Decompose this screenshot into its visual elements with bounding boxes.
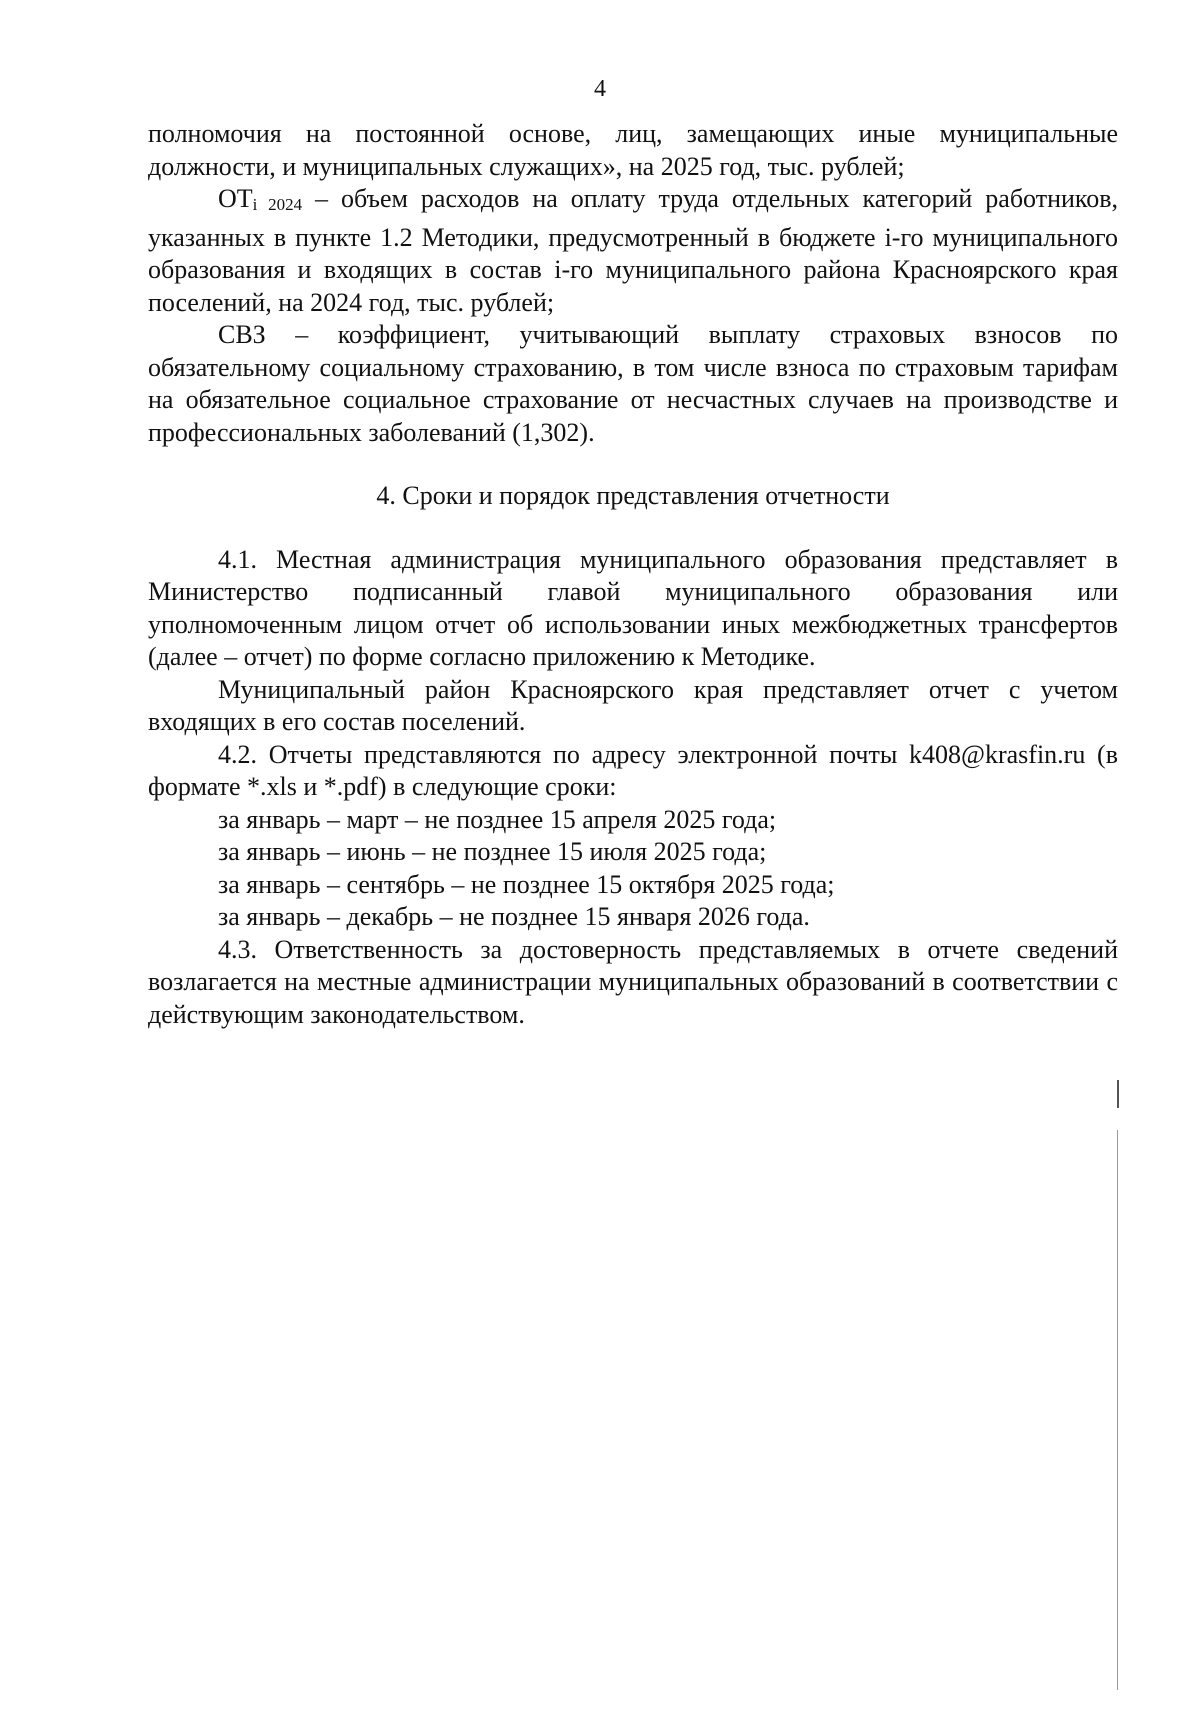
- scan-artifact-line: [1117, 1080, 1119, 1108]
- paragraph-4-1: 4.1. Местная администрация муниципального образования представляет в Министерство подписанный главой муниципального образования или уполномоченным лицом отчет об использовании иных межбюджетных трансфертов (далее – отчет) по форме согласно приложению к Методике.: [148, 544, 1118, 671]
- section-heading: 4. Сроки и порядок представления отчетности: [376, 481, 890, 510]
- paragraph-continuation: полномочия на постоянной основе, лиц, замещающих иные муниципальные должности, и муниципальных служащих», на 2025 год, тыс. рублей;: [148, 119, 1118, 181]
- page-number: 4: [594, 76, 606, 102]
- deadline-item: за январь – июнь – не позднее 15 июля 2025 года;: [218, 837, 767, 866]
- ot-definition-text: – объем расходов на оплату труда отдельных категорий работников, указанных в пункте 1.2 Методики, предусмотренный в бюджете i-го муниципального образования и входящих в состав i-го муниципального района Красноярского края поселений, на 2024 год, тыс. рублей;: [148, 184, 1118, 317]
- paragraph-4-3: 4.3. Ответственность за достоверность представляемых в отчете сведений возлагается на местные администрации муниципальных образований в соответствии с действующим законодательством.: [148, 934, 1118, 1029]
- paragraph-4-2: 4.2. Отчеты представляются по адресу электронной почты k408@krasfin.ru (в формате *.xls и *.pdf) в следующие сроки:: [148, 739, 1118, 801]
- deadline-item: за январь – декабрь – не позднее 15 января 2026 года.: [218, 902, 810, 931]
- ot-subscript: i 2024: [252, 195, 303, 214]
- deadline-item: за январь – март – не позднее 15 апреля 2025 года;: [218, 804, 777, 834]
- paragraph-ot-definition: [148, 183, 1118, 319]
- ot-symbol: ОТ: [218, 184, 253, 213]
- paragraph-svz-definition: СВЗ – коэффициент, учитывающий выплату страховых взносов по обязательному социальному страхованию, в том числе взноса по страховым тарифам на обязательное социальное страхование от несчастных случаев на производстве и профессиональных заболеваний (1,302).: [148, 320, 1118, 447]
- paragraph-municipal-district: Муниципальный район Красноярского края представляет отчет с учетом входящих в его состав поселений.: [148, 674, 1118, 736]
- scan-artifact-line: [1117, 1130, 1118, 1690]
- document-body: [148, 118, 1118, 1031]
- deadline-item: за январь – сентябрь – не позднее 15 октября 2025 года;: [218, 869, 835, 899]
